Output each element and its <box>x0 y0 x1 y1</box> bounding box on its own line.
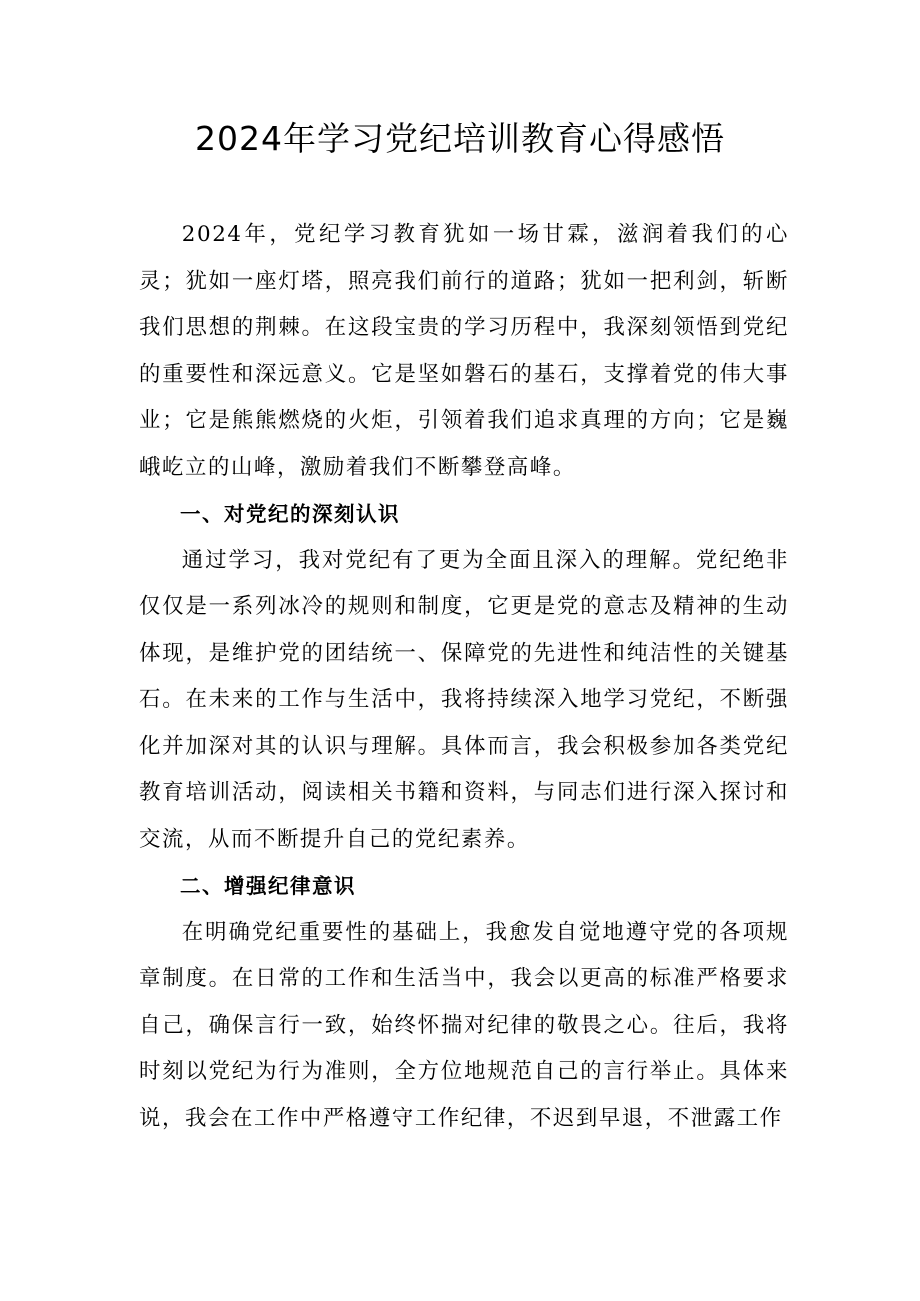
section-paragraph-2: 在明确党纪重要性的基础上，我愈发自觉地遵守党的各项规章制度。在日常的工作和生活当中，我会以更高的标准严格要求自己，确保言行一致，始终怀揣对纪律的敬畏之心。往后，我将时刻以党纪为行为准则，全方位地规范自己的言行举止。具体来说，我会在工作中严格遵守工作纪律，不迟到早退，不泄露工作 <box>139 919 789 1131</box>
section-heading-2: 二、增强纪律意识 <box>180 874 356 898</box>
document-title: 2024年学习党纪培训教育心得感悟 <box>195 119 725 158</box>
document-body <box>139 212 789 1142</box>
intro-paragraph: 2024年，党纪学习教育犹如一场甘霖，滋润着我们的心灵；犹如一座灯塔，照亮我们前行的道路；犹如一把利剑，斩断我们思想的荆棘。在这段宝贵的学习历程中，我深刻领悟到党纪的重要性和深远意义。它是坚如磐石的基石，支撑着党的伟大事业；它是熊熊燃烧的火炬，引领着我们追求真理的方向；它是巍峨屹立的山峰，激励着我们不断攀登高峰。 <box>139 222 789 480</box>
section-heading-1: 一、对党纪的深刻认识 <box>180 502 400 526</box>
section-paragraph-1: 通过学习，我对党纪有了更为全面且深入的理解。党纪绝非仅仅是一系列冰冷的规则和制度，它更是党的意志及精神的生动体现，是维护党的团结统一、保障党的先进性和纯洁性的关键基石。在未来的工作与生活中，我将持续深入地学习党纪，不断强化并加深对其的认识与理解。具体而言，我会积极参加各类党纪教育培训活动，阅读相关书籍和资料，与同志们进行深入探讨和交流，从而不断提升自己的党纪素养。 <box>139 547 789 852</box>
